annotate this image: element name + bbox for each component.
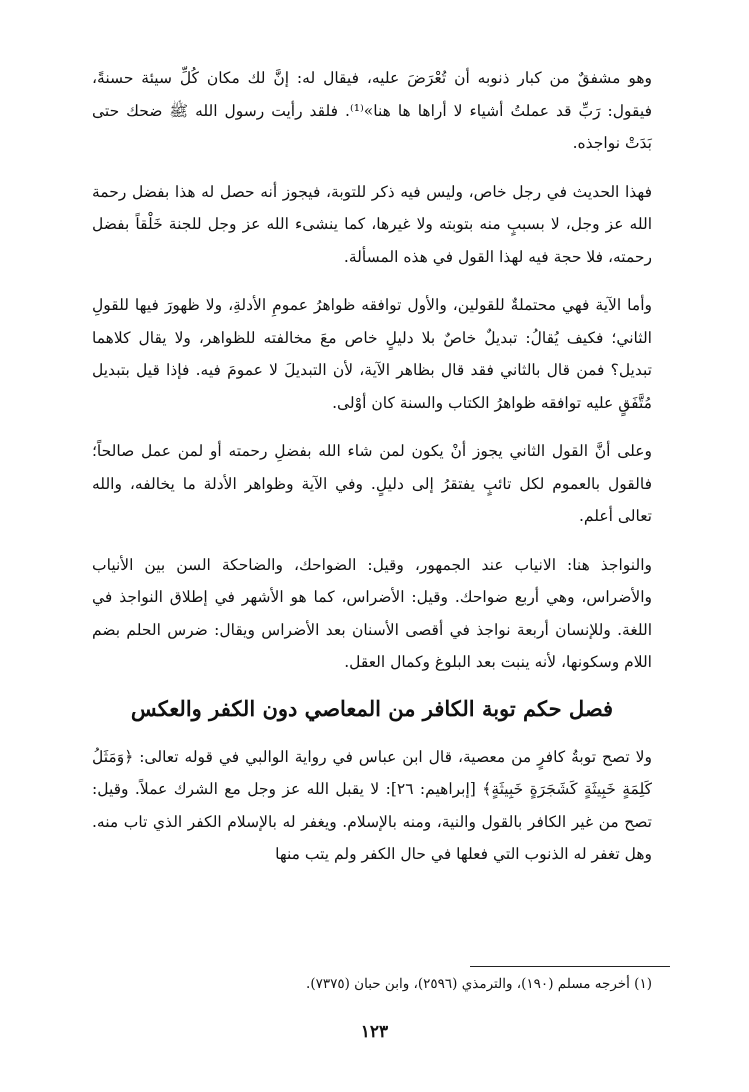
paragraph-second-opinion: وعلى أنَّ القول الثاني يجوز أنْ يكون لمن شاء الله بفضلِ رحمته أو لمن عمل صالحاً؛ فالقول بالعموم لكل تائبٍ يفتقرُ إلى دليلٍ. وفي الآية وظواهر الأدلة ما يخالفه، والله تعالى أعلم. — [92, 442, 652, 525]
paragraph-nawajidh: والنواجذ هنا: الانياب عند الجمهور، وقيل: الضواحك، والضاحكة السن بين الأنياب والأضراس، وهي أربع ضواحك. وقيل: الأضراس، كما هو الأشهر في إطلاق النواجذ في اللغة. وللإنسان أربعة نواجذ في أقصى الأسنان بعد الأضراس ويقال: ضرس الحلم بضم اللام وسكونها، لأنه ينبت بعد البلوغ وكمال العقل. — [92, 555, 652, 671]
paragraph-hadith-end: وهو مشفقٌ من كبار ذنوبه أن تُعْرَضَ عليه، فيقال له: إنَّ لك مكان كُلِّ سيئة حسنةً، فيقول: رَبِّ قد عملتُ أشياء لا أراها ها هنا»⁽¹⁾. فلقد رأيت رسول الله ﷺ ضحك حتى بَدَتْ نواجذه. — [92, 69, 652, 152]
paragraph-hadith-discussion: فهذا الحديث في رجل خاص، وليس فيه ذكر للتوبة، فيجوز أنه حصل له هذا بفضل رحمة الله عز وجل، لا بسببٍ منه بتوبته ولا غيرها، كما ينشىء الله عز وجل للجنة خَلْقاً بفضل رحمته، فلا حجة فيه لهذا القول في هذه المسألة. — [92, 182, 652, 266]
main-text — [92, 62, 652, 871]
footnote-divider — [470, 966, 670, 967]
section-heading: فصل حكم توبة الكافر من المعاصي دون الكفر والعكس — [130, 695, 614, 721]
page-number: ١٢٣ — [360, 1022, 389, 1042]
paragraph-verse-discussion: وأما الآية فهي محتملةٌ للقولين، والأول توافقه ظواهرُ عمومِ الأدلةِ، ولا ظهورَ فيها للقولِ الثاني؛ فكيف يُقالُ: تبديلٌ خاصٌ بلا دليلٍ خاص معَ مخالفته للظواهر، ولا يقال كلاهما تبديل؟ فمن قال بالثاني فقد قال بظاهر الآية، لأن التبديلَ لا عمومَ فيه. فإذا قيل بتبديل مُتَّفَقٍ عليه توافقه ظواهرُ الكتاب والسنة كان أوْلى. — [92, 296, 652, 412]
paragraph-kafir-repentance: ولا تصح توبةُ كافرٍ من معصية، قال ابن عباس في رواية الوالبي في قوله تعالى: ﴿وَمَثَلُ كَلِمَةٍ خَبِيثَةٍ كَشَجَرَةٍ خَبِيثَةٍ﴾ [إبراهيم: ٢٦]: لا يقبل الله عز وجل مع الشرك عملاً. وقيل: تصح من غير الكافر بالقول والنية، ومنه بالإسلام. ويغفر له بالإسلام الكفر الذي تاب منه. وهل تغفر له الذنوب التي فعلها في حال الكفر ولم يتب منها — [92, 747, 652, 863]
footnote: (١) أخرجه مسلم (١٩٠)، والترمذي (٢٥٩٦)، وابن حبان (٧٣٧٥). — [306, 976, 652, 992]
